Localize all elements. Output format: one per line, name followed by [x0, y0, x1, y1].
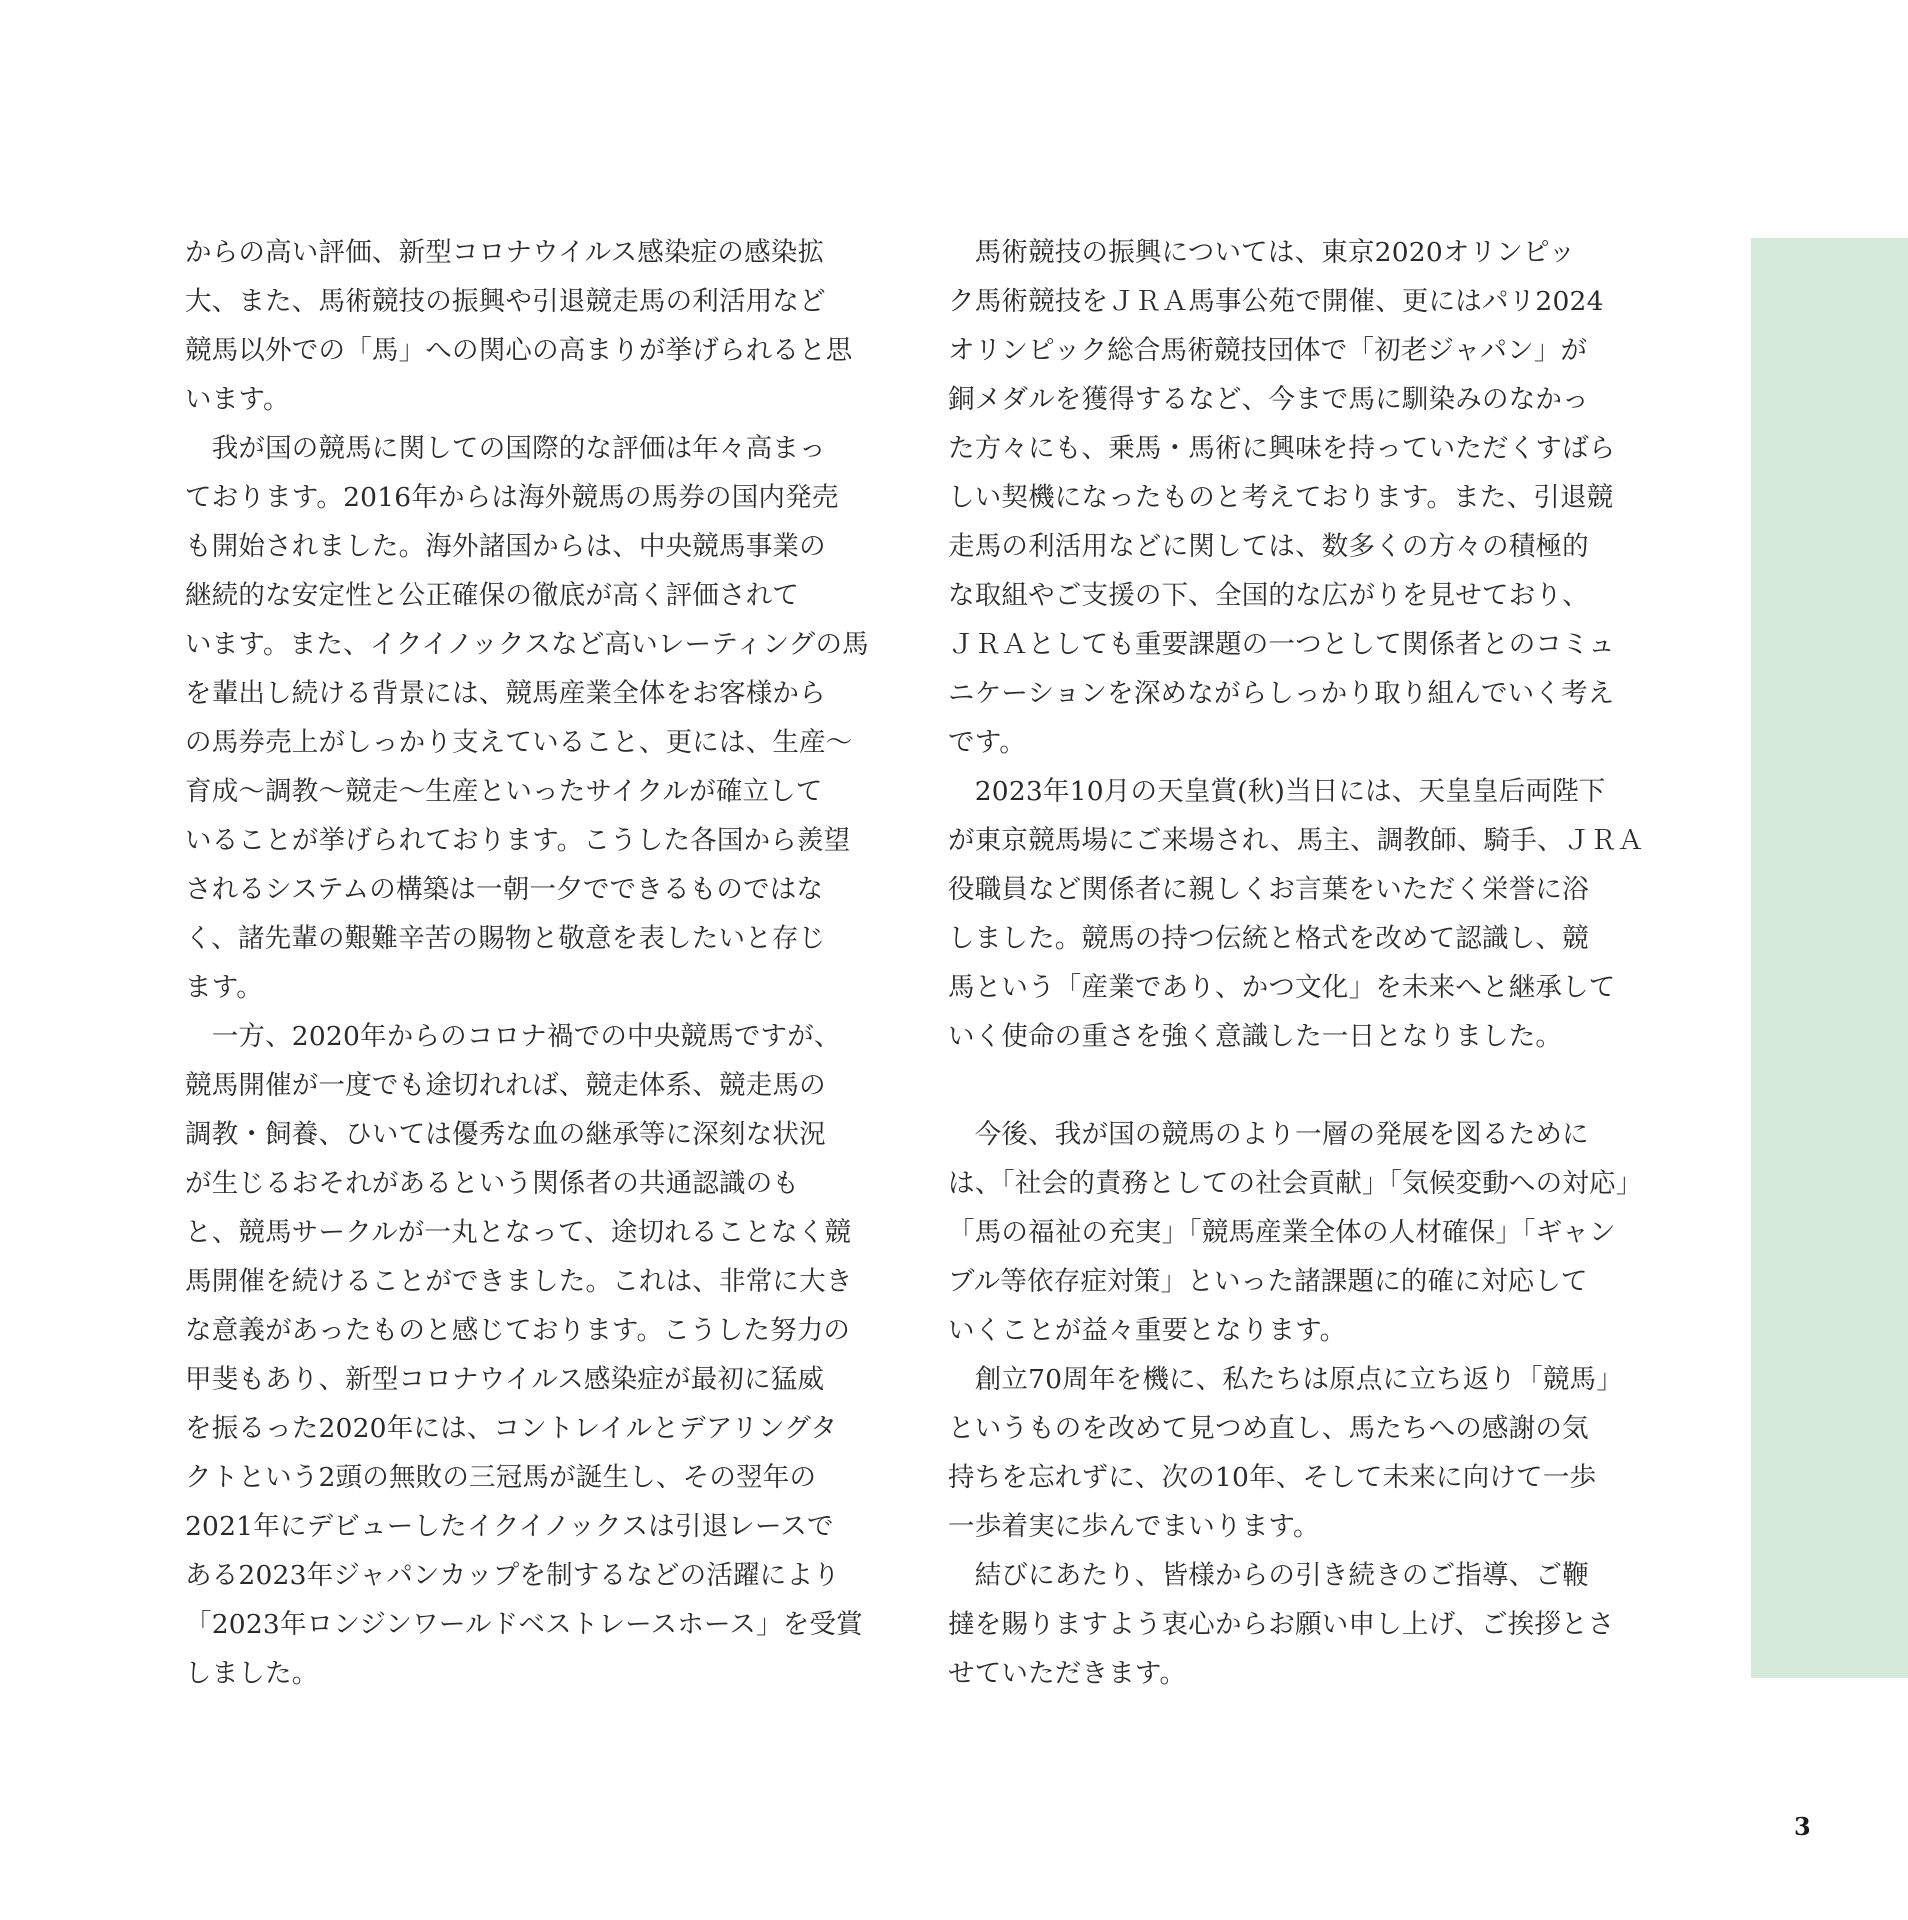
text-line: な取組やご支援の下、全国的な広がりを見せており、 — [948, 580, 1589, 611]
green-side-panel — [1751, 238, 1908, 1678]
text-line: も開始されました。海外諸国からは、中央競馬事業の — [185, 531, 826, 562]
text-line: しい契機になったものと考えております。また、引退競 — [948, 482, 1614, 513]
text-line: からの高い評価、新型コロナウイルス感染症の感染拡 — [185, 237, 825, 268]
text-line: 創立70周年を機に、私たちは原点に立ち返り「競馬」 — [948, 1364, 1623, 1395]
text-line: ブル等依存症対策」といった諸課題に的確に対応して — [948, 1266, 1588, 1297]
left-text-column — [185, 228, 869, 1698]
text-line: 今後、我が国の競馬のより一層の発展を図るために — [948, 1119, 1589, 1150]
text-line: いくことが益々重要となります。 — [948, 1315, 1347, 1346]
text-line: 結びにあたり、皆様からの引き続きのご指導、ご鞭 — [948, 1560, 1589, 1591]
text-line: います。また、イクイノックスなど高いレーティングの馬 — [185, 629, 869, 660]
text-line: た方々にも、乗馬・馬術に興味を持っていただくすばら — [948, 433, 1616, 464]
text-line: 調教・飼養、ひいては優秀な血の継承等に深刻な状況 — [185, 1119, 826, 1150]
text-line: 「2023年ロンジンワールドベストレースホース」を受賞 — [185, 1609, 863, 1640]
text-line: 馬術競技の振興については、東京2020オリンピッ — [948, 237, 1576, 268]
text-line: 走馬の利活用などに関しては、数多くの方々の積極的 — [948, 531, 1589, 562]
text-line: 我が国の競馬に関しての国際的な評価は年々高まっ — [185, 433, 826, 464]
text-line: 甲斐もあり、新型コロナウイルス感染症が最初に猛威 — [185, 1364, 825, 1395]
text-line: ク馬術競技をＪＲＡ馬事公苑で開催、更にはパリ2024 — [948, 286, 1604, 317]
page-number: 3 — [1794, 1812, 1811, 1841]
text-line: 一歩着実に歩んでまいります。 — [948, 1511, 1320, 1542]
text-line: 大、また、馬術競技の振興や引退競走馬の利活用など — [185, 286, 826, 317]
text-line: と、競馬サークルが一丸となって、途切れることなく競 — [185, 1217, 852, 1248]
text-line: 「馬の福祉の充実」「競馬産業全体の人材確保」「ギャン — [948, 1217, 1616, 1248]
text-line: 役職員など関係者に親しくお言葉をいただく栄誉に浴 — [948, 874, 1589, 905]
text-line: 銅メダルを獲得するなど、今まで馬に馴染みのなかっ — [948, 384, 1589, 415]
text-line: 馬という「産業であり、かつ文化」を未来へと継承して — [948, 972, 1616, 1003]
text-line: せていただきます。 — [948, 1658, 1187, 1689]
text-line: 競馬以外での「馬」への関心の高まりが挙げられると思 — [185, 335, 853, 366]
text-line: ます。 — [185, 972, 263, 1003]
text-line: ＪＲＡとしても重要課題の一つとして関係者とのコミュ — [948, 629, 1615, 660]
paragraph-gap — [948, 1061, 1582, 1110]
text-line: が生じるおそれがあるという関係者の共通認識のも — [185, 1168, 800, 1199]
text-line: しました。 — [185, 1658, 319, 1689]
text-line: ある2023年ジャパンカップを制するなどの活躍により — [185, 1560, 840, 1591]
text-line: います。 — [185, 384, 290, 415]
text-line: 持ちを忘れずに、次の10年、そして未来に向けて一歩 — [948, 1462, 1597, 1493]
text-line: く、諸先輩の艱難辛苦の賜物と敬意を表したいと存じ — [185, 923, 826, 954]
text-line: 競馬開催が一度でも途切れれば、競走体系、競走馬の — [185, 1070, 826, 1101]
text-line: いることが挙げられております。こうした各国から羨望 — [185, 825, 851, 856]
text-line: 2023年10月の天皇賞(秋)当日には、天皇皇后両陛下 — [948, 776, 1606, 807]
text-line: の馬券売上がしっかり支えていること、更には、生産～ — [185, 727, 853, 758]
text-line: クトという2頭の無敗の三冠馬が誕生し、その翌年の — [185, 1462, 817, 1493]
text-line: を振るった2020年には、コントレイルとデアリングタ — [185, 1413, 838, 1444]
text-line: 撻を賜りますよう衷心からお願い申し上げ、ご挨拶とさ — [948, 1609, 1615, 1640]
text-line: を輩出し続ける背景には、競馬産業全体をお客様から — [185, 678, 826, 709]
text-line: オリンピック総合馬術競技団体で「初老ジャパン」が — [948, 335, 1588, 366]
text-line: が東京競馬場にご来場され、馬主、調教師、騎手、ＪＲＡ — [948, 825, 1644, 856]
text-line: 2021年にデビューしたイクイノックスは引退レースで — [185, 1511, 834, 1542]
text-line: というものを改めて見つめ直し、馬たちへの感謝の気 — [948, 1413, 1589, 1444]
text-line: されるシステムの構築は一朝一夕でできるものではな — [185, 874, 824, 905]
text-line: ニケーションを深めながらしっかり取り組んでいく考え — [948, 678, 1615, 709]
text-line: な意義があったものと感じております。こうした努力の — [185, 1315, 851, 1346]
right-text-column — [948, 228, 1644, 1698]
text-line: 馬開催を続けることができました。これは、非常に大き — [185, 1266, 853, 1297]
text-line: 育成～調教～競走～生産といったサイクルが確立して — [185, 776, 823, 807]
text-line: ております。2016年からは海外競馬の馬券の国内発売 — [185, 482, 839, 513]
right-column-section-1 — [948, 228, 1644, 1061]
text-line: しました。競馬の持つ伝統と格式を改めて認識し、競 — [948, 923, 1589, 954]
text-line: いく使命の重さを強く意識した一日となりました。 — [948, 1021, 1563, 1052]
text-line: 一方、2020年からのコロナ禍での中央競馬ですが、 — [185, 1021, 841, 1052]
text-line: です。 — [948, 727, 1026, 758]
text-line: 継続的な安定性と公正確保の徹底が高く評価されて — [185, 580, 800, 611]
right-column-section-2 — [948, 1110, 1643, 1698]
text-line: は、「社会的責務としての社会貢献」「気候変動への対応」 — [948, 1168, 1643, 1199]
